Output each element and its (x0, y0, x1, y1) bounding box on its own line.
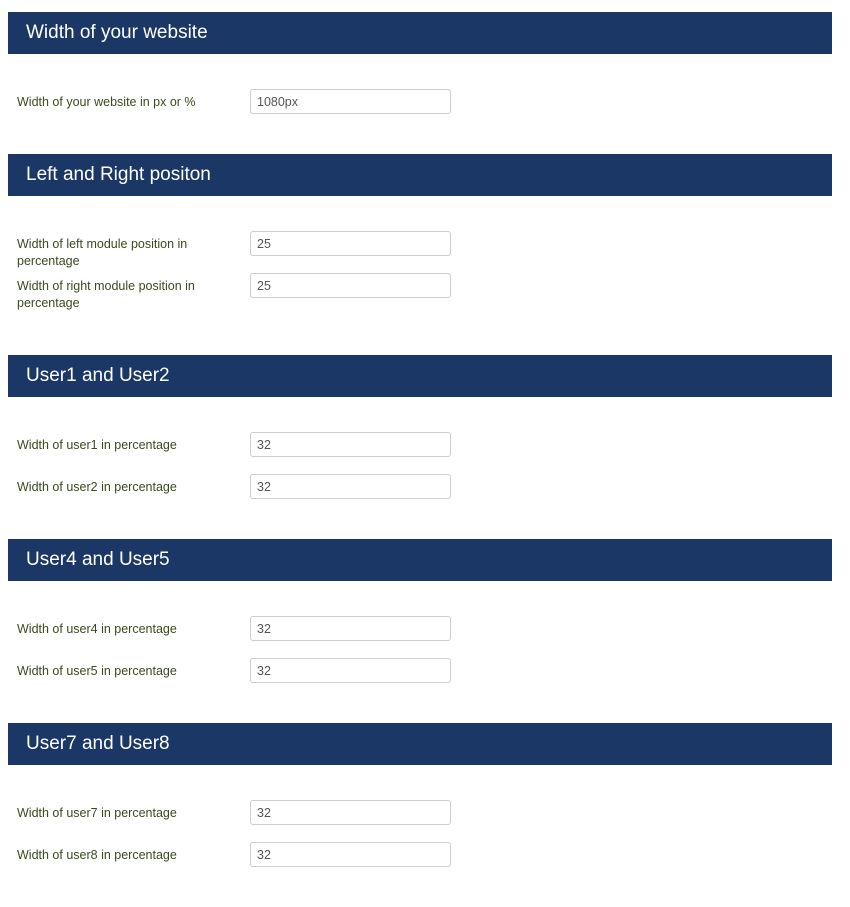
user7-width-label: Width of user7 in percentage (17, 806, 177, 820)
user4-width-input[interactable] (250, 616, 451, 641)
user8-width-label: Width of user8 in percentage (17, 848, 177, 862)
user5-width-input[interactable] (250, 658, 451, 683)
section-header-user7-user8: User7 and User8 (8, 723, 832, 765)
right-module-width-label: Width of right module position in percentage (17, 279, 195, 310)
section-header-user1-user2: User1 and User2 (8, 355, 832, 397)
user5-width-label: Width of user5 in percentage (17, 664, 177, 678)
user4-width-label: Width of user4 in percentage (17, 622, 177, 636)
section-header-user4-user5: User4 and User5 (8, 539, 832, 581)
section-header-left-right-position: Left and Right positon (8, 154, 832, 196)
user2-width-label: Width of user2 in percentage (17, 480, 177, 494)
section-header-website-width: Width of your website (8, 12, 832, 54)
website-width-input[interactable] (250, 89, 451, 114)
user2-width-input[interactable] (250, 474, 451, 499)
user7-width-input[interactable] (250, 800, 451, 825)
user1-width-input[interactable] (250, 432, 451, 457)
left-module-width-input[interactable] (250, 231, 451, 256)
left-module-width-label: Width of left module position in percentage (17, 237, 188, 268)
user8-width-input[interactable] (250, 842, 451, 867)
user1-width-label: Width of user1 in percentage (17, 438, 177, 452)
website-width-label: Width of your website in px or % (17, 95, 196, 109)
right-module-width-input[interactable] (250, 273, 451, 298)
